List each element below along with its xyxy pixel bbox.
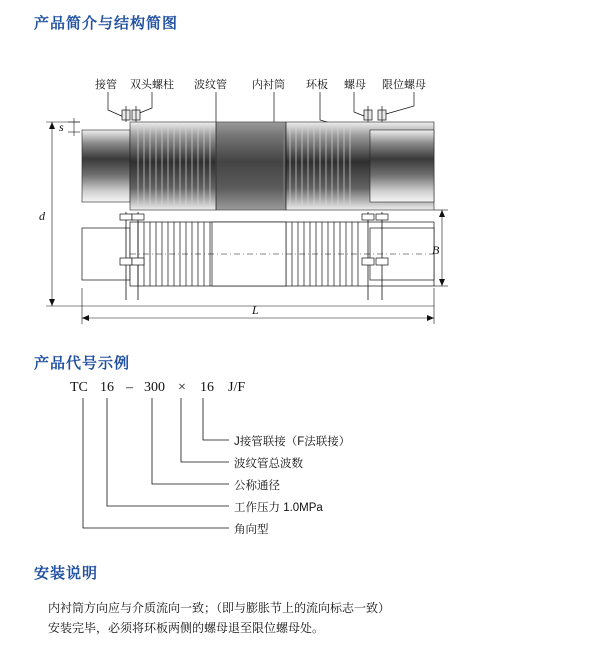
code-token-pressure: 16 — [100, 380, 114, 395]
callout-label-0: 接管 — [95, 79, 117, 91]
dimension-label-L: L — [252, 303, 259, 317]
install-note-line-2: 安装完毕，必须将环板两侧的螺母退至限位螺母处。 — [48, 621, 325, 635]
code-token-connection: J/F — [228, 380, 246, 395]
code-desc-waves: 波纹管总波数 — [234, 458, 303, 470]
callout-label-6: 限位螺母 — [382, 79, 426, 91]
install-notes — [48, 598, 568, 638]
code-desc-type: 角向型 — [234, 524, 269, 536]
code-desc-pressure: 工作压力 1.0MPa — [234, 502, 323, 514]
dimension-label-B: B — [432, 243, 440, 257]
code-desc-connection: J接管联接（F法联接） — [234, 436, 351, 448]
product-code-example — [34, 380, 574, 540]
page-title-product-intro: 产品简介与结构简图 — [34, 15, 179, 32]
callout-label-3: 内衬筒 — [252, 79, 285, 91]
dimension-label-d: d — [39, 209, 45, 223]
code-token-dash: – — [126, 380, 133, 395]
callout-label-2: 波纹管 — [194, 79, 227, 91]
install-note-line-1: 内衬筒方向应与介质流向一致；（即与膨胀节上的流向标志一致） — [48, 601, 391, 615]
code-token-times: × — [178, 380, 186, 395]
page-title-install: 安装说明 — [34, 565, 99, 582]
code-token-dn: 300 — [144, 380, 165, 395]
dimension-label-s: s — [59, 120, 64, 134]
page-title-product-code: 产品代号示例 — [34, 355, 131, 372]
code-desc-dn: 公称通径 — [234, 480, 280, 492]
structure-diagram — [34, 62, 574, 332]
callout-label-4: 环板 — [306, 79, 328, 91]
callout-label-5: 螺母 — [344, 79, 366, 91]
code-token-type: TC — [70, 380, 88, 395]
callout-label-1: 双头螺柱 — [130, 79, 174, 91]
code-token-waves: 16 — [200, 380, 214, 395]
